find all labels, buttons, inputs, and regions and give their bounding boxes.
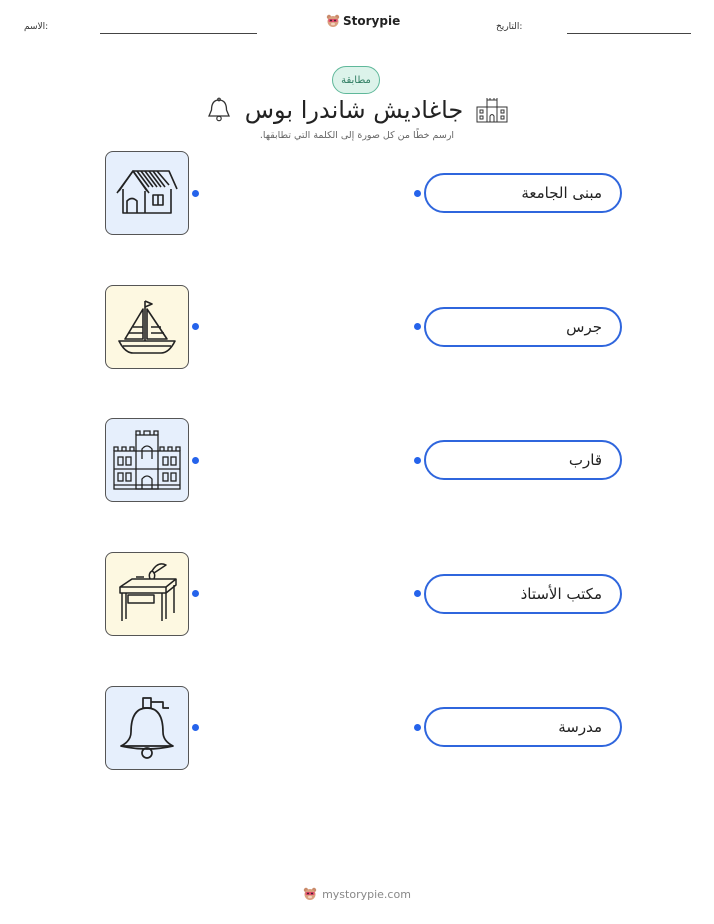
title-text: جاغاديش شاندرا بوس: [244, 96, 464, 124]
word-label-1: مبنى الجامعة: [521, 184, 602, 202]
picture-dot-2[interactable]: [192, 323, 199, 330]
picture-card-3[interactable]: [105, 418, 189, 502]
word-dot-4[interactable]: [414, 590, 421, 597]
bell-icon: [117, 696, 177, 760]
instructions: ارسم خطًا من كل صورة إلى الكلمة التي تطابقها.: [259, 130, 455, 141]
word-dot-3[interactable]: [414, 457, 421, 464]
bell-icon: [205, 97, 233, 123]
boat-icon: [115, 297, 179, 357]
date-line[interactable]: [567, 33, 691, 34]
word-pill-5[interactable]: [424, 707, 622, 747]
picture-card-1[interactable]: [105, 151, 189, 235]
university-building-icon: [475, 97, 509, 123]
picture-dot-4[interactable]: [192, 590, 199, 597]
page-title: [160, 92, 554, 128]
word-label-2: جرس: [566, 318, 602, 336]
desk-icon: [114, 563, 180, 625]
activity-badge: مطابقة: [332, 66, 380, 94]
name-line[interactable]: [100, 33, 257, 34]
bear-logo-icon: [326, 14, 340, 28]
house-icon: [115, 167, 179, 219]
picture-dot-1[interactable]: [192, 190, 199, 197]
picture-card-4[interactable]: [105, 552, 189, 636]
name-label: الاسم:: [24, 22, 49, 32]
picture-card-2[interactable]: [105, 285, 189, 369]
footer-link[interactable]: mystorypie.com: [322, 887, 411, 901]
bear-logo-icon: [303, 887, 317, 901]
word-dot-1[interactable]: [414, 190, 421, 197]
picture-card-5[interactable]: [105, 686, 189, 770]
word-label-3: قارب: [568, 451, 602, 469]
word-pill-3[interactable]: [424, 440, 622, 480]
header-logo: [326, 14, 400, 28]
picture-dot-3[interactable]: [192, 457, 199, 464]
word-label-4: مكتب الأستاذ: [520, 585, 602, 603]
word-pill-2[interactable]: [424, 307, 622, 347]
word-pill-4[interactable]: [424, 574, 622, 614]
date-label: التاريخ:: [496, 22, 523, 32]
word-dot-2[interactable]: [414, 323, 421, 330]
logo-text: Storypie: [343, 14, 401, 28]
university-building-icon: [112, 429, 182, 491]
word-dot-5[interactable]: [414, 724, 421, 731]
picture-dot-5[interactable]: [192, 724, 199, 731]
word-label-5: مدرسة: [558, 718, 602, 736]
footer: [0, 887, 714, 901]
word-pill-1[interactable]: [424, 173, 622, 213]
